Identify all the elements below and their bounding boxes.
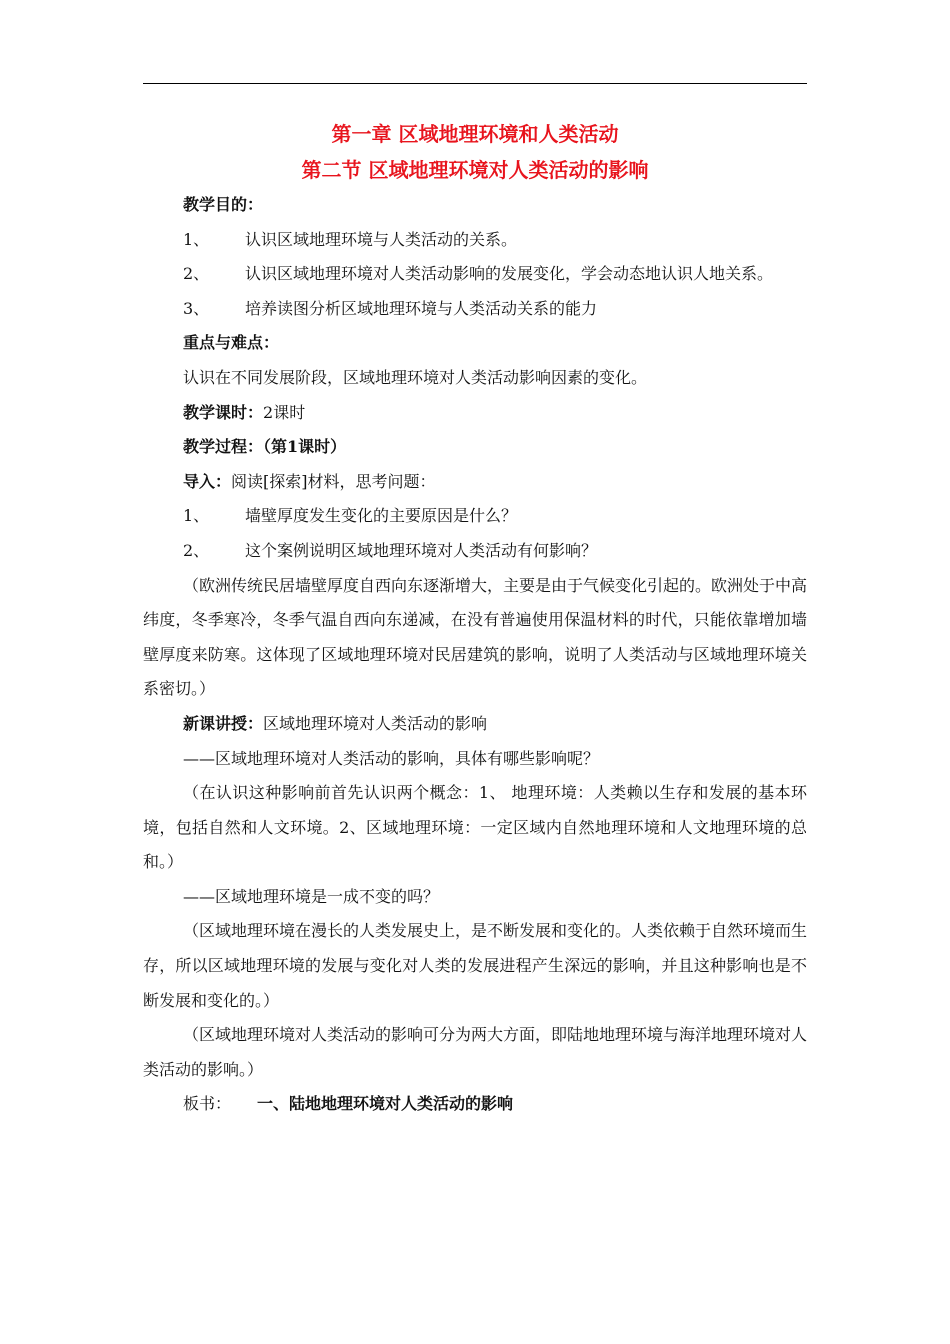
- teaching-hours: [143, 396, 807, 431]
- objectives-heading-text: 教学目的：: [183, 195, 264, 214]
- board-text: 一、陆地地理环境对人类活动的影响: [257, 1094, 514, 1114]
- key-points-heading: [143, 326, 807, 361]
- objective-item: [143, 292, 807, 327]
- key-points-heading-text: 重点与难点：: [183, 333, 280, 353]
- intro-question: [143, 534, 807, 569]
- lecture-paragraph: （在认识这种影响前首先认识两个概念：1、 地理环境：人类赖以生存和发展的基本环境，包括自然和人文环境。2、区域地理环境：一定区域内自然地理环境和人文地理环境的总和。）: [143, 783, 807, 872]
- board-label: 板书：: [183, 1094, 232, 1114]
- chapter-title: 第一章 区域地理环境和人类活动: [331, 122, 619, 146]
- header-rule: [143, 83, 807, 84]
- lecture-question: ——区域地理环境对人类活动的影响，具体有哪些影响呢？: [183, 748, 600, 768]
- intro: [143, 465, 807, 500]
- question-number: 1、: [183, 506, 210, 526]
- intro-question: [143, 499, 807, 534]
- lecture: [143, 707, 807, 742]
- teaching-process: [143, 430, 807, 465]
- section-title: 第二节 区域地理环境对人类活动的影响: [301, 158, 649, 182]
- objective-number: 1、: [183, 229, 210, 249]
- lecture-topic: 区域地理环境对人类活动的影响: [263, 713, 488, 733]
- intro-heading: 导入：: [183, 471, 232, 491]
- document-body: [143, 116, 807, 1122]
- intro-answer: （欧洲传统民居墙壁厚度自西向东逐渐增大，主要是由于气候变化引起的。欧洲处于中高纬度，冬季寒冷，冬季气温自西向东递减，在没有普遍使用保温材料的时代，只能依靠增加墙壁厚度来防寒。这体现了区域地理环境对民居建筑的影响，说明了人类活动与区域地理环境关系密切。）: [143, 575, 808, 699]
- question-text: 这个案例说明区域地理环境对人类活动有何影响？: [245, 540, 598, 560]
- objective-item: [143, 223, 807, 258]
- teaching-hours-value: 2课时: [263, 402, 306, 422]
- key-points-text: 认识在不同发展阶段，区域地理环境对人类活动影响因素的变化。: [183, 367, 648, 387]
- lecture-question: ——区域地理环境是一成不变的吗？: [183, 886, 440, 906]
- question-text: 墙壁厚度发生变化的主要原因是什么？: [245, 506, 518, 526]
- lecture-heading: 新课讲授：: [183, 713, 264, 733]
- board-writing: [143, 1087, 807, 1122]
- teaching-hours-heading: 教学课时：: [183, 402, 264, 422]
- teaching-process-heading: 教学过程：: [183, 437, 264, 457]
- lecture-paragraph: （区域地理环境在漫长的人类发展史上，是不断发展和变化的。人类依赖于自然环境而生存，所以区域地理环境的发展与变化对人类的发展进程产生深远的影响，并且这种影响也是不断发展和变化的。）: [143, 921, 808, 1010]
- objective-item: [143, 257, 807, 292]
- objectives-heading: [143, 188, 807, 223]
- objective-text: 认识区域地理环境与人类活动的关系。: [245, 229, 518, 249]
- intro-text: 阅读[探索]材料，思考问题：: [231, 471, 436, 491]
- objective-number: 2、: [183, 264, 210, 284]
- objective-text: 培养读图分析区域地理环境与人类活动关系的能力: [245, 298, 598, 318]
- objective-text: 认识区域地理环境对人类活动影响的发展变化，学会动态地认识人地关系。: [245, 264, 774, 284]
- question-number: 2、: [183, 540, 210, 560]
- teaching-process-session: （第1课时）: [263, 437, 347, 457]
- lecture-paragraph: （区域地理环境对人类活动的影响可分为两大方面，即陆地地理环境与海洋地理环境对人类活动的影响。）: [143, 1025, 808, 1079]
- objective-number: 3、: [183, 298, 210, 318]
